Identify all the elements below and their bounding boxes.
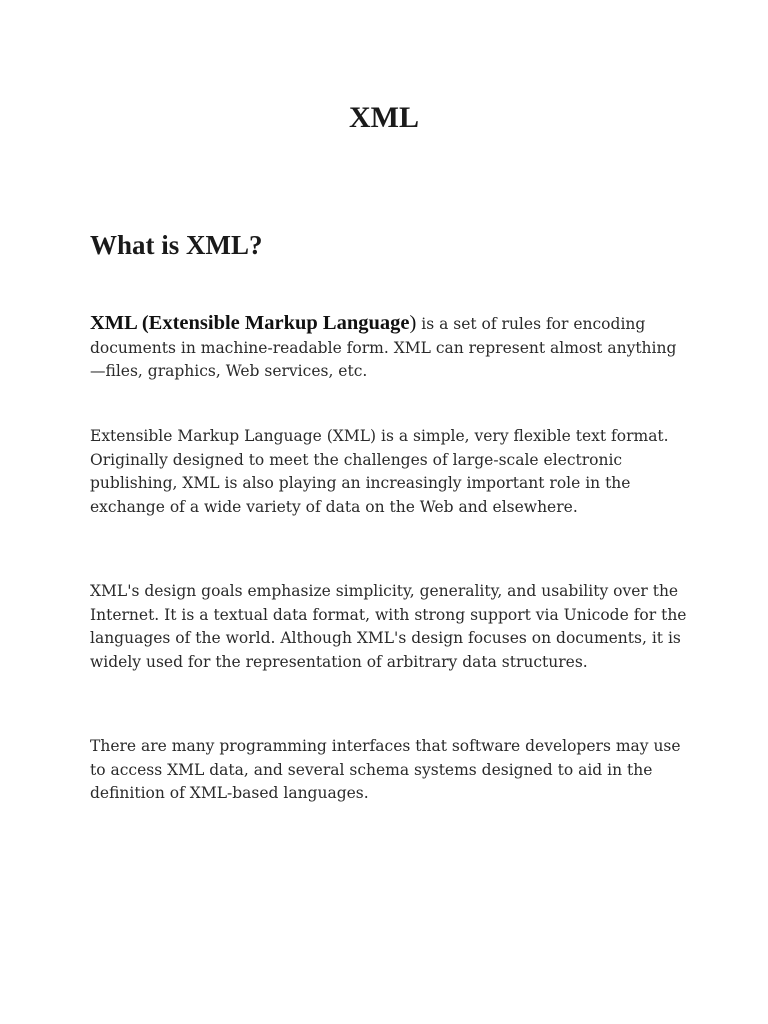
paragraph-definition [90, 312, 690, 384]
section-heading: What is XML? [90, 230, 263, 260]
paragraph-overview: Extensible Markup Language (XML) is a simple, very flexible text format. Originally designed to meet the challenges of large-scale electronic publishing, XML is also playing an increasingly important role in the exchange of a wide variety of data on the Web and elsewhere. [90, 427, 669, 516]
paragraph-definition-text: is a set of rules for encoding documents in machine-readable form. XML can represent almost anything—files, graphics, Web services, etc. [90, 315, 677, 380]
paragraph-interfaces: There are many programming interfaces that software developers may use to access XML data, and several schema systems designed to aid in the definition of XML-based languages. [90, 737, 681, 802]
lead-term-close: ) [409, 312, 417, 334]
paragraph-design-goals: XML's design goals emphasize simplicity, generality, and usability over the Internet. It is a textual data format, with strong support via Unicode for the languages of the world. Although XML's design focuses on documents, it is widely used for the representation of arbitrary data structures. [90, 582, 687, 671]
page-title: XML [349, 101, 419, 134]
lead-term: XML (Extensible Markup Language [90, 312, 410, 334]
